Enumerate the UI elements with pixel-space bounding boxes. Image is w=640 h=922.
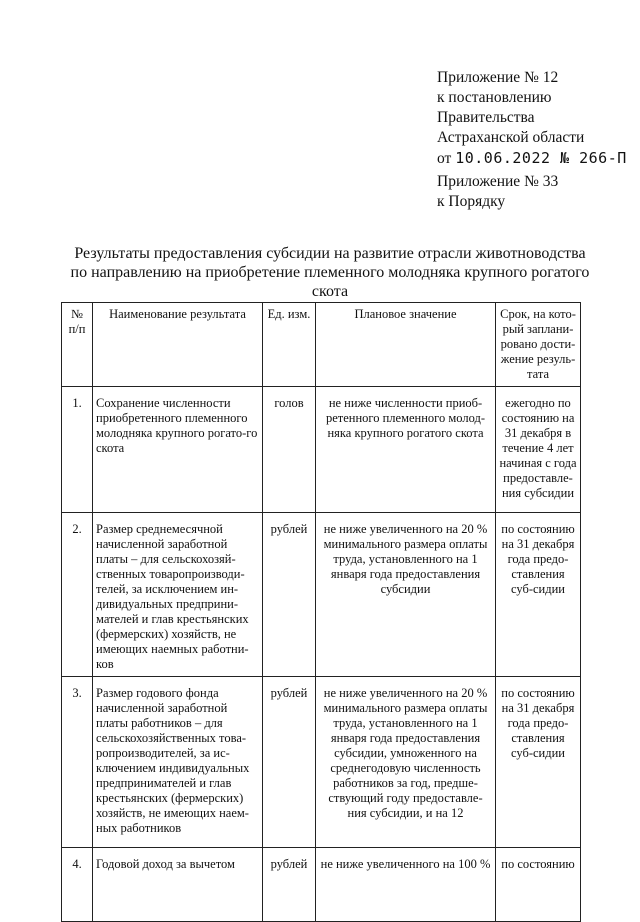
row-num: 2. [62,513,93,677]
appendix-main-line4: Астраханской области [437,129,585,146]
header-unit: Ед. изм. [263,303,316,387]
row-unit: рублей [263,677,316,848]
appendix-main-line1: Приложение № 12 [437,69,559,86]
row-unit: рублей [263,513,316,677]
row-name: Размер среднемесячной начисленной заработной платы – для сельскохозяй-ственных товаропроизводи-телей, за исключением ин-дивидуальных предприни-мателей и глав крестьянских (фермерских) хозяйств, не имеющих наемных работни-ков [93,513,263,677]
row-plan: не ниже увеличенного на 20 % минимального размера оплаты труда, установленного на 1 января года предоставления субсидии [316,513,496,677]
appendix-main-line2: к постановлению [437,89,552,106]
appendix-main-date-line [437,148,627,169]
table-row [62,677,581,848]
row-plan: не ниже увеличенного на 100 % [316,848,496,922]
row-term: по состоянию на 31 декабря года предо-ставления суб-сидии [496,513,581,677]
appendix-date-number: 10.06.2022 № 266-П [455,149,627,167]
header-name: Наименование результата [93,303,263,387]
header-num: № п/п [62,303,93,387]
row-name: Годовой доход за вычетом [93,848,263,922]
header-term: Срок, на кото-рый заплани-ровано дости-жение резуль-тата [496,303,581,387]
appendix-main-block [437,68,627,169]
table-header-row [62,303,581,387]
results-table [61,302,581,922]
appendix-second-block [437,172,558,212]
row-num: 3. [62,677,93,848]
title-line3: скота [311,283,349,300]
row-term: по состоянию [496,848,581,922]
document-title [60,244,600,301]
row-num: 1. [62,387,93,513]
row-name: Сохранение численности приобретенного племенного молодняка крупного рогато-го скота [93,387,263,513]
row-term: ежегодно по состоянию на 31 декабря в течение 4 лет начиная с года предоставле-ния субсидии [496,387,581,513]
appendix-date-prefix: от [437,150,452,167]
row-unit: рублей [263,848,316,922]
row-term: по состоянию на 31 декабря года предо-ставления суб-сидии [496,677,581,848]
row-unit: голов [263,387,316,513]
appendix-second-line1: Приложение № 33 [437,173,559,190]
title-line2: по направлению на приобретение племенного молодняка крупного рогатого [70,264,590,281]
appendix-second-line2: к Порядку [437,193,506,210]
table-row [62,387,581,513]
header-plan: Плановое значение [316,303,496,387]
row-num: 4. [62,848,93,922]
row-plan: не ниже увеличенного на 20 % минимального размера оплаты труда, установленного на 1 января года предоставления субсидии, умноженного на среднегодовую численность работников за год, предше-ствующий году предоставле-ния субсидии, и на 12 [316,677,496,848]
table-row [62,848,581,922]
title-line1: Результаты предоставления субсидии на развитие отрасли животноводства [74,245,586,262]
appendix-main-line3: Правительства [437,109,535,126]
row-plan: не ниже численности приоб-ретенного племенного молод-няка крупного рогатого скота [316,387,496,513]
row-name: Размер годового фонда начисленной заработной платы работников – для сельскохозяйственных това-ропроизводителей, за ис-ключением индивидуальных предпринимателей и глав крестьянских (фермерских) хозяйств, не имеющих наем-ных работников [93,677,263,848]
table-row [62,513,581,677]
